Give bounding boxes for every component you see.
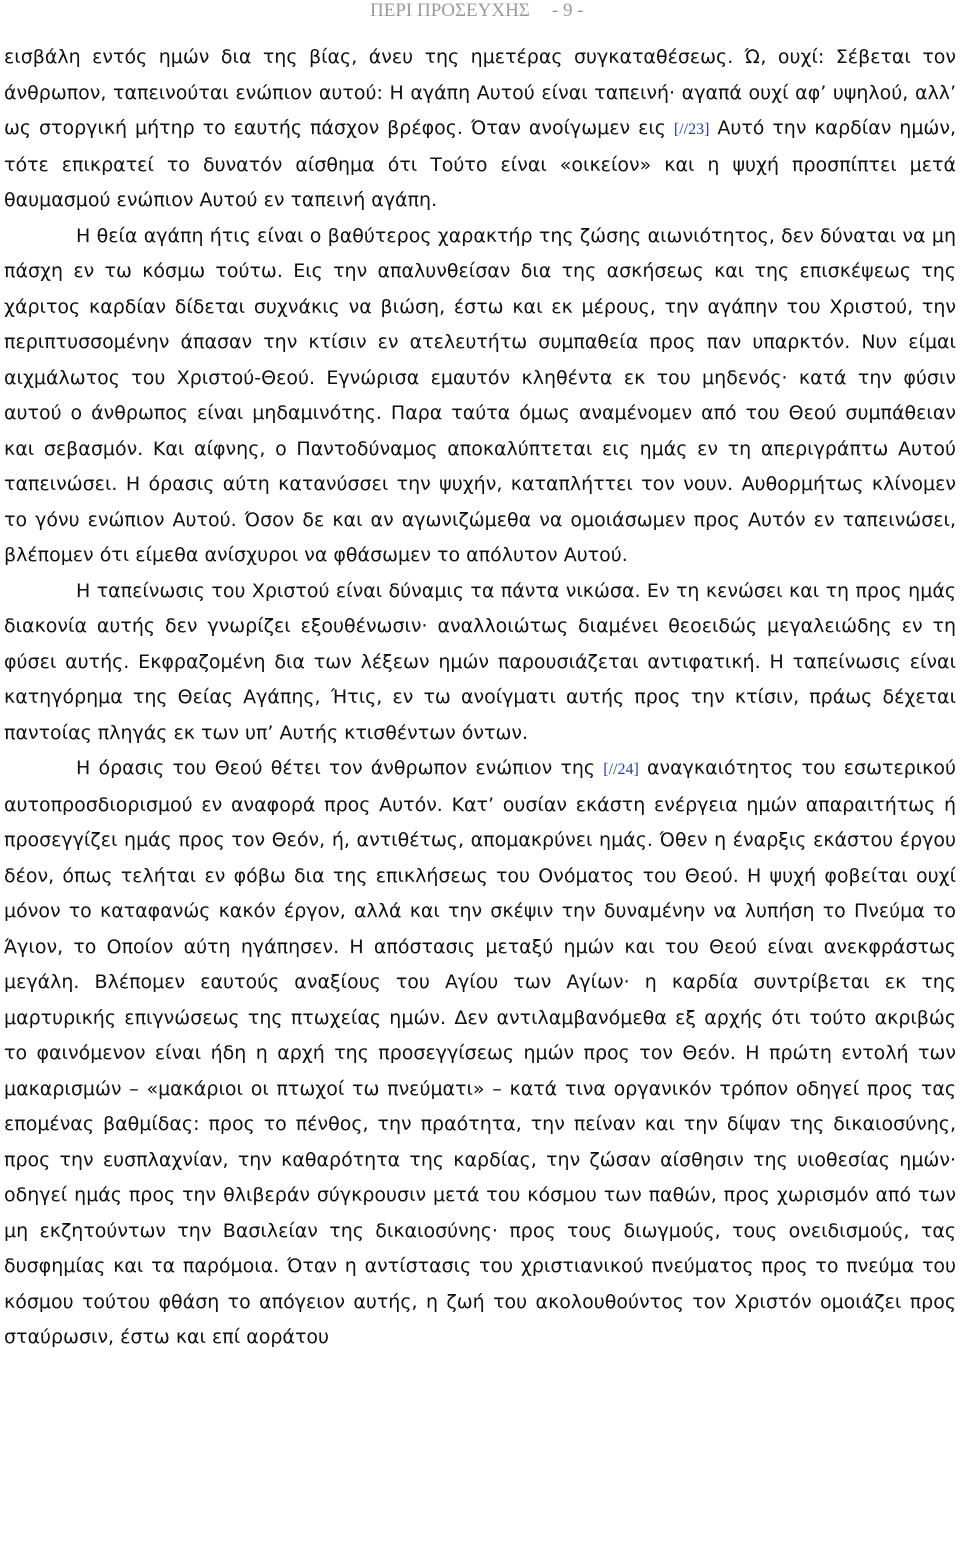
- paragraph-4-text-b: αναγκαιότητος του εσωτερικού αυτοπροσδιορισμού εν αναφορά προς Αυτόν. Κατ’ ουσίαν εκάστη ενέργεια ημών απαραιτήτως ή προσεγγίζει ημάς προς τον Θεόν, ή, αντιθέτως, απομακρύνει ημάς. Όθεν η έναρξις εκάστου έργου δέον, όπως τελήται εν φόβω δια της επικλήσεως του Ονόματος του Θεού. Η ψυχή φοβείται ουχί μόνον το καταφανώς κακόν έργον, αλλά και την σκέψιν την δυναμένην να λυπήση το Πνεύμα το Άγιον, το Οποίον αύτη ηγάπησεν. Η απόστασις μεταξύ ημών και του Θεού είναι ανεκφράστως μεγάλη. Βλέπομεν εαυτούς αναξίους του Αγίου των Αγίων· η καρδία συντρίβεται εκ της μαρτυρικής επιγνώσεως της πτωχείας ημών. Δεν αντιλαμβανόμεθα εξ αρχής ότι τούτο ακριβώς το φαινόμενον είναι ήδη η αρχή της προσεγγίσεως ημών προς τον Θεόν. Η πρώτη εντολή των μακαρισμών – «μακάριοι οι πτωχοί τω πνεύματι» – κατά τινα οργανικόν τρόπον οδηγεί προς τας επομένας βαθμίδας: προς το πένθος, την πραότητα, την πείναν και την δίψαν της δικαιοσύνης, προς την ευσπλαχνίαν, την καθαρότητα της καρδίας, την ζώσαν αίσθησιν της υιοθεσίας ημών· οδηγεί ημάς προς την θλιβεράν σύγκρουσιν μετά του κόσμου των παθών, προς χωρισμόν από των μη εκζητούντων την Βασιλείαν της δικαιοσύνης· προς τους διωγμούς, τους ονειδισμούς, τας δυσφημίας και τα παρόμοια. Όταν η αντίστασις του χριστιανικού πνεύματος προς το πνεύμα του κόσμου τούτου φθάση το απόγειον αυτής, η ζωή του ακολουθούντος τον Χριστόν ομοιάζει προς σταύρωσιν, έστω και επί αοράτου: [4, 757, 956, 1348]
- page-marker-23: [//23]: [673, 121, 710, 138]
- header-page-number: - 9 -: [551, 0, 584, 21]
- paragraph-4: [4, 751, 956, 1356]
- body-text: [4, 40, 956, 1356]
- running-header: [370, 0, 730, 24]
- paragraph-1-text-b: Αυτό την καρδίαν ημών, τότε επικρατεί το δυνατόν αίσθημα ότι Τούτο είναι «οικείον» και η ψυχή προσπίπτει μετά θαυμασμού ενώπιον Αυτού εν ταπεινή αγάπη.: [4, 117, 956, 211]
- paragraph-4-text-a: Η όρασις του Θεού θέτει τον άνθρωπον ενώπιον της: [76, 757, 604, 779]
- paragraph-3: Η ταπείνωσις του Χριστού είναι δύναμις τα πάντα νικώσα. Εν τη κενώσει και τη προς ημάς διακονία αυτής δεν γνωρίζει εξουθένωσιν· αναλλοιώτως διαμένει θεοειδώς μεγαλειώδης εν τη φύσει αυτής. Εκφραζομένη δια των λέξεων ημών παρουσιάζεται αντιφατική. Η ταπείνωσις είναι κατηγόρημα της Θείας Αγάπης, Ήτις, εν τω ανοίγματι αυτής προς την κτίσιν, πράως δέχεται παντοίας πληγάς εκ των υπ’ Αυτής κτισθέντων όντων.: [4, 579, 956, 744]
- header-title: ΠΕΡΙ ΠΡΟΣΕΥΧΗΣ: [370, 0, 530, 21]
- paragraph-1: [4, 40, 956, 219]
- paragraph-1-text-a: εισβάλη εντός ημών δια της βίας, άνευ της ημετέρας συγκαταθέσεως. Ώ, ουχί: Σέβεται τον άνθρωπον, ταπεινούται ενώπιον αυτού: Η αγάπη Αυτού είναι ταπεινή· αγαπά ουχί αφ’ υψηλού, αλλ’ ως στοργική μήτηρ το εαυτής πάσχον βρέφος. Όταν ανοίγωμεν εις: [4, 46, 956, 139]
- paragraph-2: Η θεία αγάπη ήτις είναι ο βαθύτερος χαρακτήρ της ζώσης αιωνιότητος, δεν δύναται να μη πάσχη εν τω κόσμω τούτω. Εις την απαλυνθείσαν δια της ασκήσεως και της επισκέψεως της χάριτος καρδίαν δίδεται συχνάκις να βιώση, έστω και εκ μέρους, την αγάπην του Χριστού, την περιπτυσσομένην άπασαν την κτίσιν εν ατελευτήτω συμπαθεία προς παν υπαρκτόν. Νυν είμαι αιχμάλωτος του Χριστού-Θεού. Εγνώρισα εμαυτόν κληθέντα εκ του μηδενός· κατά την φύσιν αυτού ο άνθρωπος είναι μηδαμινότης. Παρα ταύτα όμως αναμένομεν από του Θεού συμπάθειαν και σεβασμόν. Και αίφνης, ο Παντοδύναμος αποκαλύπτεται εις ημάς εν τη απεριγράπτω Αυτού ταπεινώσει. Η όρασις αύτη κατανύσσει την ψυχήν, καταπλήττει τον νουν. Αυθορμήτως κλίνομεν το γόνυ ενώπιον Αυτού. Όσον δε και αν αγωνιζώμεθα να ομοιάσωμεν προς Αυτόν εν ταπεινώσει, βλέπομεν ότι είμεθα ανίσχυροι να φθάσωμεν το απόλυτον Αυτού.: [4, 224, 956, 566]
- page-marker-24: [//24]: [603, 761, 639, 778]
